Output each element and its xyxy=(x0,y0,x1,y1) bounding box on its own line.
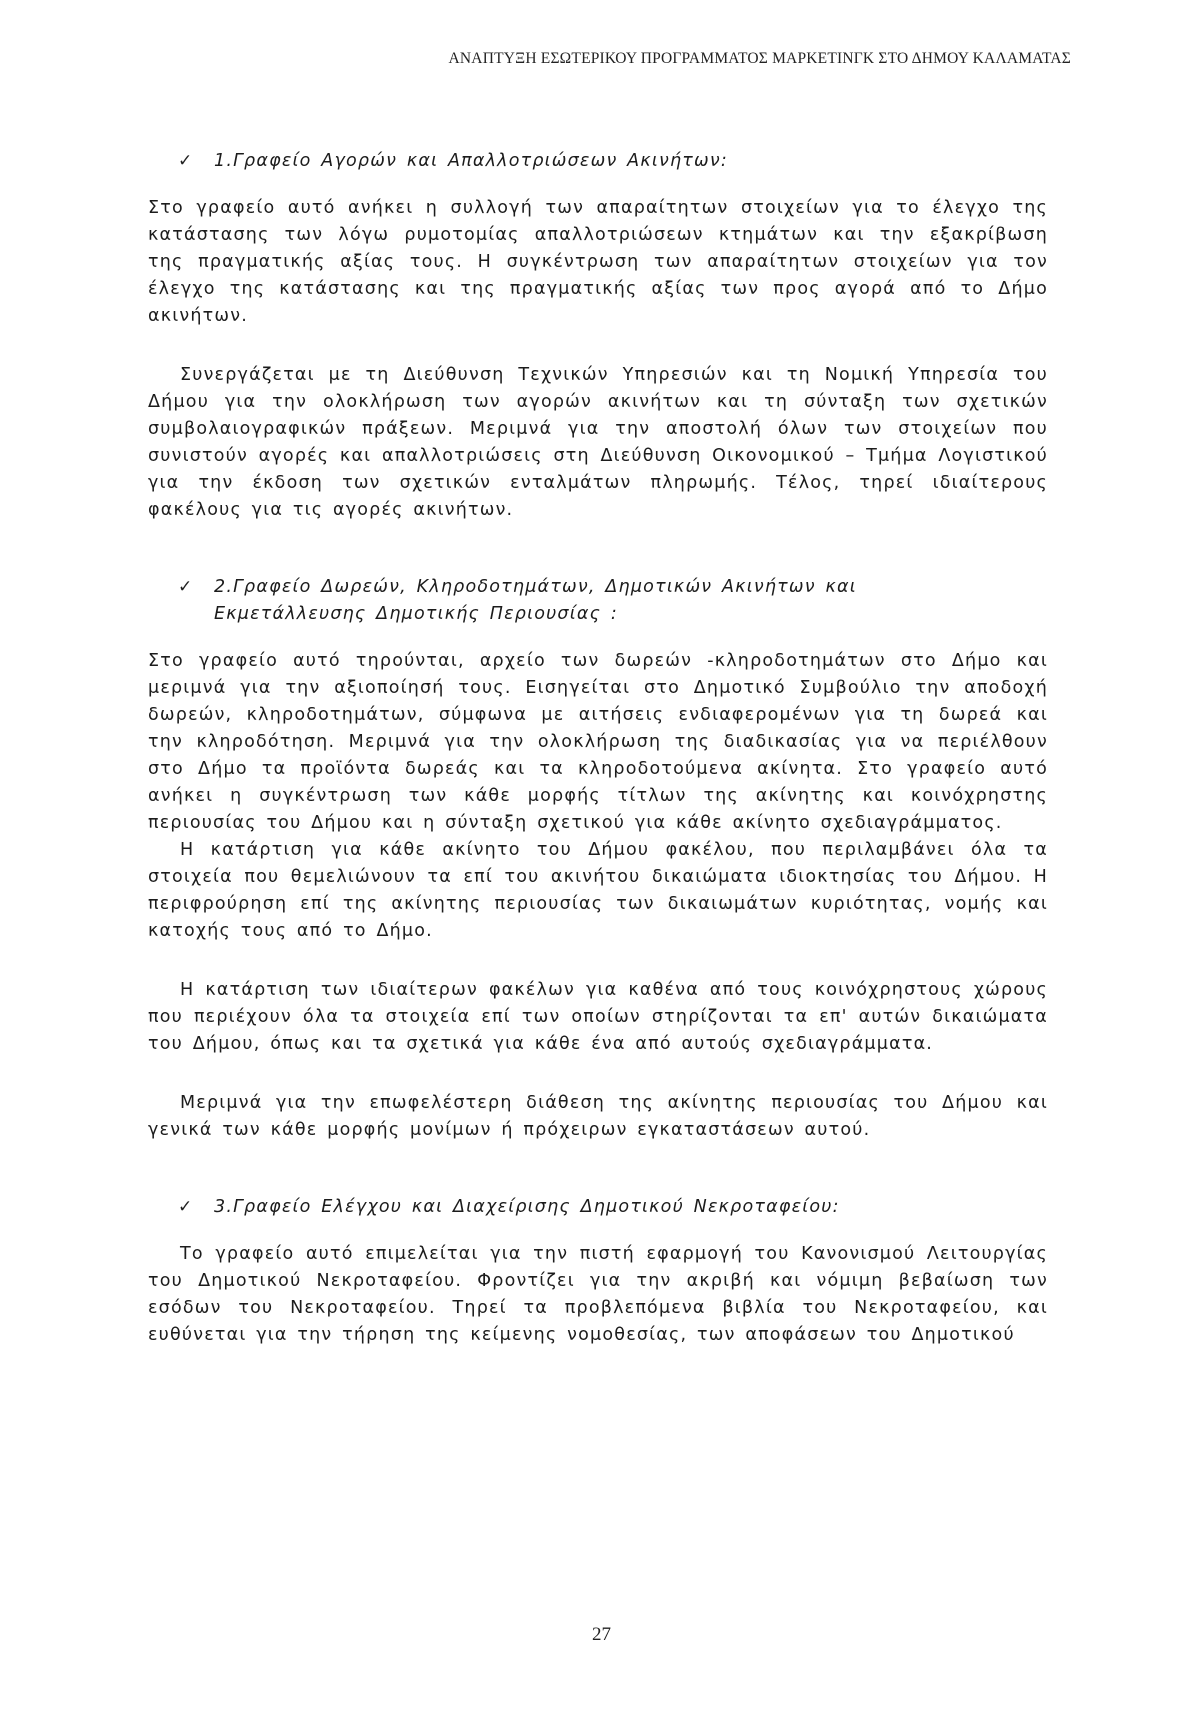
section2-paragraph-2: Η κατάρτιση για κάθε ακίνητο του Δήμου φακέλου, που περιλαμβάνει όλα τα στοιχεία που θεμελιώνουν τα επί του ακινήτου δικαιώματα ιδιοκτησίας του Δήμου. Η περιφρούρηση επί της ακίνητης περιουσίας των δικαιωμάτων κυριότητας, νομής και κατοχής τους από το Δήμο. xyxy=(148,840,1048,941)
section2-paragraph-1: Στο γραφείο αυτό τηρούνται, αρχείο των δωρεών -κληροδοτημάτων στο Δήμο και μεριμνά για την αξιοποίησή τους. Εισηγείται στο Δημοτικό Συμβούλιο την αποδοχή δωρεών, κληροδοτημάτων, σύμφωνα με αιτήσεις ενδιαφερομένων για τη δωρεά και την κληροδότηση. Μεριμνά για την ολοκλήρωση της διαδικασίας για να περιέλθουν στο Δήμο τα προϊόντα δωρεάς και τα κληροδοτούμενα ακίνητα. Στο γραφείο αυτό ανήκει η συγκέντρωση των κάθε μορφής τίτλων της ακίνητης και κοινόχρηστης περιουσίας του Δήμου και η σύνταξη σχετικού για κάθε ακίνητο σχεδιαγράμματος. xyxy=(148,651,1048,833)
section1-paragraph-2: Συνεργάζεται με τη Διεύθυνση Τεχνικών Υπηρεσιών και τη Νομική Υπηρεσία του Δήμου για την ολοκλήρωση των αγορών ακινήτων και τη σύνταξη των σχετικών συμβολαιογραφικών πράξεων. Μεριμνά για την αποστολή όλων των στοιχείων που συνιστούν αγορές και απαλλοτριώσεις στη Διεύθυνση Οικονομικού – Τμήμα Λογιστικού για την έκδοση των σχετικών ενταλμάτων πληρωμής. Τέλος, τηρεί ιδιαίτερους φακέλους για τις αγορές ακινήτων. xyxy=(148,365,1048,520)
page-number: 27 xyxy=(592,1624,611,1645)
section-heading-2 xyxy=(148,574,1048,628)
section-heading-1 xyxy=(148,148,1048,175)
section2-paragraph-4: Μεριμνά για την επωφελέστερη διάθεση της ακίνητης περιουσίας του Δήμου και γενικά των κάθε μορφής μονίμων ή πρόχειρων εγκαταστάσεων αυτού. xyxy=(148,1093,1048,1140)
section1-paragraph-1: Στο γραφείο αυτό ανήκει η συλλογή των απαραίτητων στοιχείων για το έλεγχο της κατάστασης των λόγω ρυμοτομίας απαλλοτριώσεων κτημάτων και την εξακρίβωση της πραγματικής αξίας τους. Η συγκέντρωση των απαραίτητων στοιχείων για τον έλεγχο της κατάστασης και της πραγματικής αξίας των προς αγορά από το Δήμο ακινήτων. xyxy=(148,198,1048,326)
section-heading-3 xyxy=(148,1194,1048,1221)
section-heading-1-text: 1.Γραφείο Αγορών και Απαλλοτριώσεων Ακινήτων: xyxy=(214,151,728,171)
section-heading-3-text: 3.Γραφείο Ελέγχου και Διαχείρισης Δημοτικού Νεκροταφείου: xyxy=(214,1197,840,1217)
page-content xyxy=(148,148,1048,1349)
section3-paragraph-1: Το γραφείο αυτό επιμελείται για την πιστή εφαρμογή του Κανονισμού Λειτουργίας του Δημοτικού Νεκροταφείου. Φροντίζει για την ακριβή και νόμιμη βεβαίωση των εσόδων του Νεκροταφείου. Τηρεί τα προβλεπόμενα βιβλία του Νεκροταφείου, και ευθύνεται για την τήρηση της κείμενης νομοθεσίας, των αποφάσεων του Δημοτικού xyxy=(148,1244,1048,1345)
running-header: ΑΝΑΠΤΥΞΗ ΕΣΩΤΕΡΙΚΟΥ ΠΡΟΓΡΑΜΜΑΤΟΣ ΜΑΡΚΕΤΙΝΓΚ ΣΤΟ ΔΗΜΟΥ ΚΑΛΑΜΑΤΑΣ xyxy=(448,50,1071,67)
section2-paragraph-3: Η κατάρτιση των ιδιαίτερων φακέλων για καθένα από τους κοινόχρηστους χώρους που περιέχουν όλα τα στοιχεία επί των οποίων στηρίζονται τα επ' αυτών δικαιώματα του Δήμου, όπως και τα σχετικά για κάθε ένα από αυτούς σχεδιαγράμματα. xyxy=(148,980,1048,1054)
check-mark-icon: ✓ xyxy=(178,577,194,597)
section-heading-2-line-2: Εκμετάλλευσης Δημοτικής Περιουσίας : xyxy=(214,604,618,624)
check-mark-icon: ✓ xyxy=(178,1197,194,1217)
check-mark-icon: ✓ xyxy=(178,151,194,171)
section-heading-2-line-1: 2.Γραφείο Δωρεών, Κληροδοτημάτων, Δημοτικών Ακινήτων και xyxy=(214,577,857,597)
